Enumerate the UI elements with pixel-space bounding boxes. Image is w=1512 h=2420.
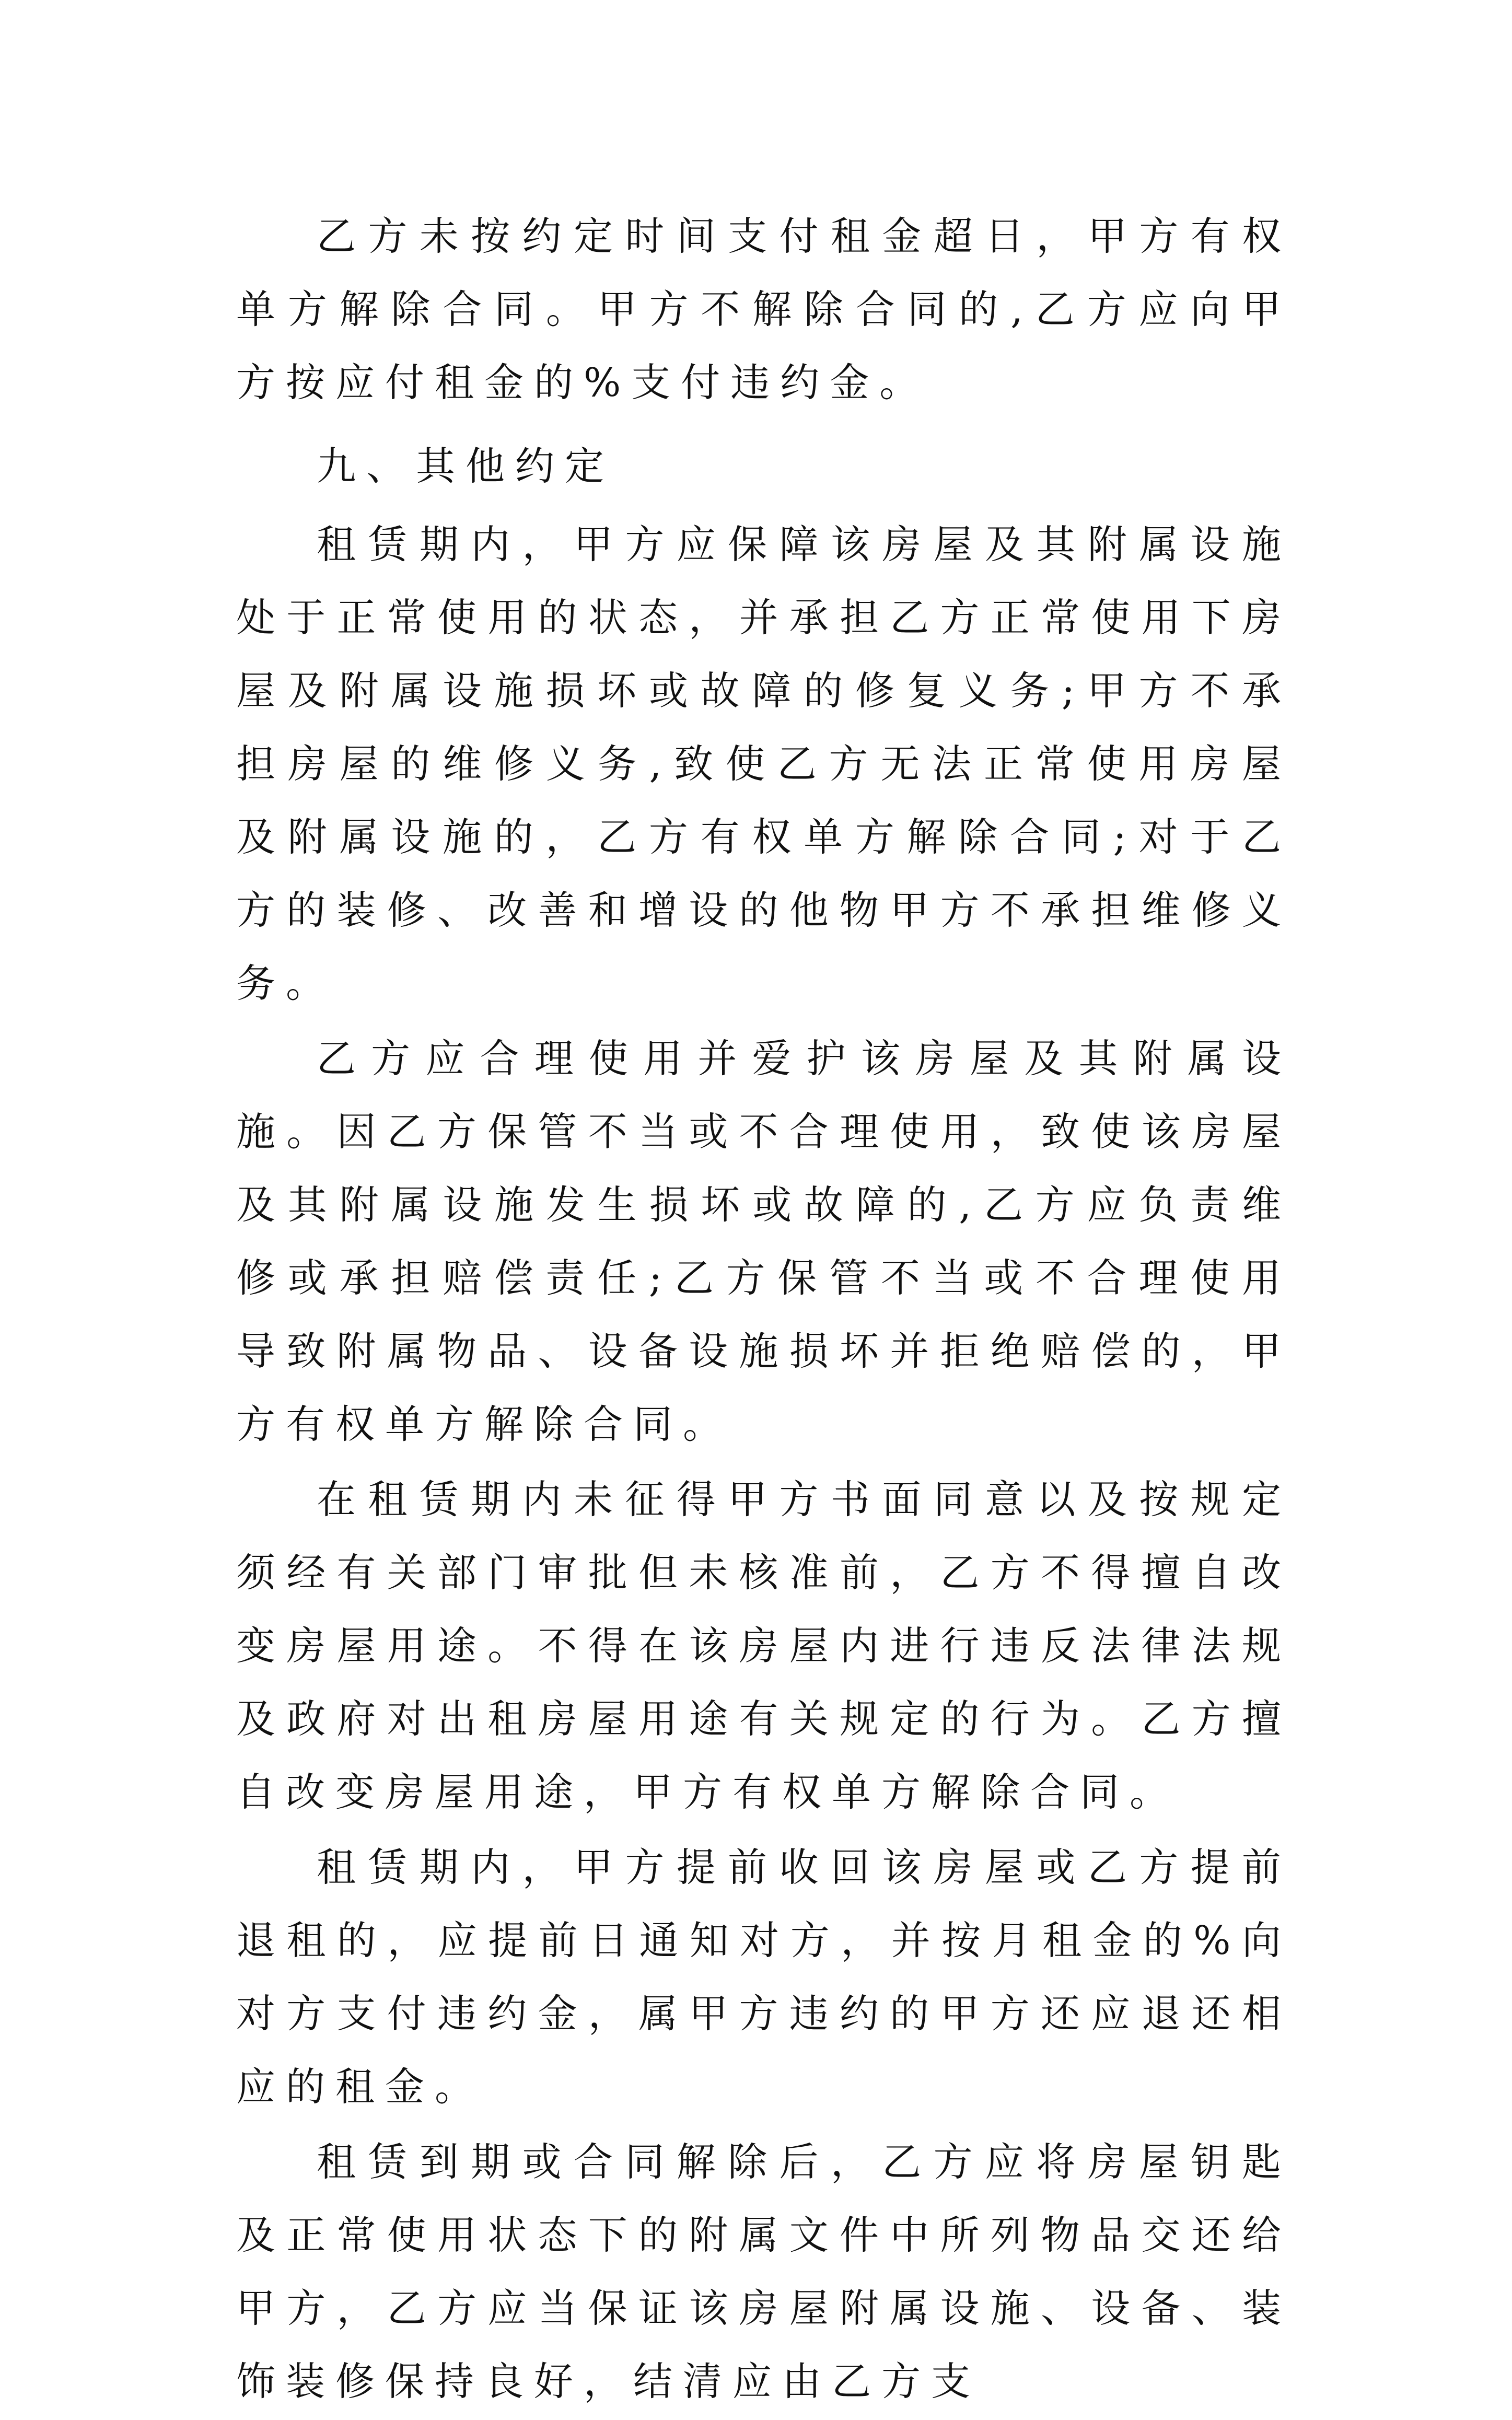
paragraph-late-rent-penalty: 乙方未按约定时间支付租金超日，甲方有权单方解除合同。甲方不解除合同的,乙方应向甲方按应付租金的%支付违约金。: [236, 213, 1292, 405]
paragraph-landlord-maintenance: 租赁期内，甲方应保障该房屋及其附属设施处于正常使用的状态，并承担乙方正常使用下房屋及附属设施损坏或故障的修复义务;甲方不承担房屋的维修义务,致使乙方无法正常使用房屋及附属设施的，乙方有权单方解除合同;对于乙方的装修、改善和增设的他物甲方不承担维修义务。: [236, 521, 1292, 1006]
paragraph-tenant-care: 乙方应合理使用并爱护该房屋及其附属设施。因乙方保管不当或不合理使用，致使该房屋及其附属设施发生损坏或故障的,乙方应负责维修或承担赔偿责任;乙方保管不当或不合理使用导致附属物品、设备设施损坏并拒绝赔偿的，甲方有权单方解除合同。: [236, 1036, 1292, 1447]
section-heading-other-agreements: 九、其他约定: [317, 443, 615, 489]
paragraph-early-termination: 租赁期内，甲方提前收回该房屋或乙方提前退租的，应提前日通知对方，并按月租金的%向对方支付违约金，属甲方违约的甲方还应退还相应的租金。: [236, 1844, 1292, 2110]
document-body: [236, 200, 1292, 2420]
paragraph-use-restriction: 在租赁期内未征得甲方书面同意以及按规定须经有关部门审批但未核准前，乙方不得擅自改变房屋用途。不得在该房屋内进行违反法律法规及政府对出租房屋用途有关规定的行为。乙方擅自改变房屋用途，甲方有权单方解除合同。: [236, 1476, 1292, 1815]
paragraph-return-of-premises: 租赁到期或合同解除后，乙方应将房屋钥匙及正常使用状态下的附属文件中所列物品交还给甲方，乙方应当保证该房屋附属设施、设备、装饰装修保持良好，结清应由乙方支: [236, 2139, 1292, 2404]
